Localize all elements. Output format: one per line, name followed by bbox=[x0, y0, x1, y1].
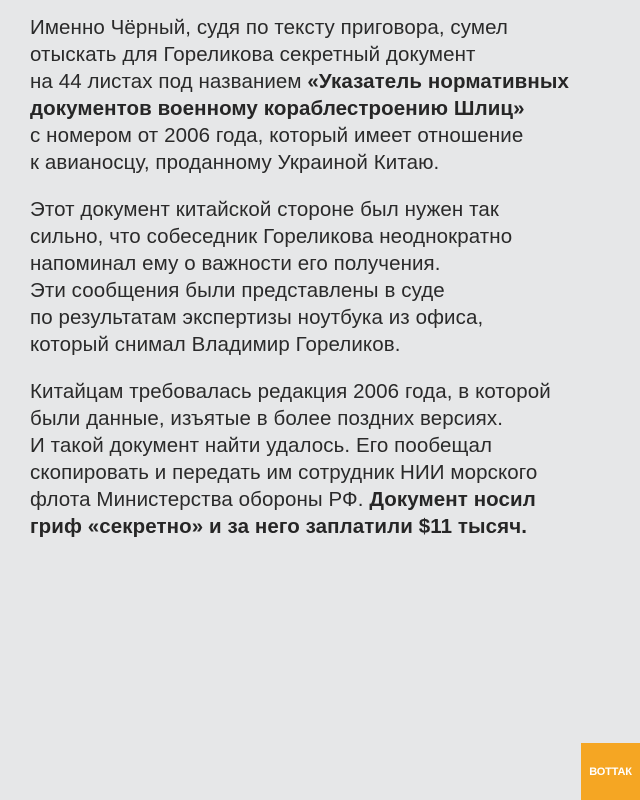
text-run: Именно Чёрный, судя по тексту приговора, сумел bbox=[30, 16, 508, 39]
text-line bbox=[30, 405, 620, 432]
text-line bbox=[30, 41, 620, 68]
text-run: флота Министерства обороны РФ. bbox=[30, 488, 370, 511]
text-run: скопировать и передать им сотрудник НИИ морского bbox=[30, 461, 538, 484]
text-line bbox=[30, 513, 620, 540]
text-run: были данные, изъятые в более поздних версиях. bbox=[30, 407, 503, 430]
text-run: Этот документ китайской стороне был нужен так bbox=[30, 198, 499, 221]
text-line bbox=[30, 223, 620, 250]
logo-text: ВОТТАК bbox=[589, 765, 632, 778]
text-run: сильно, что собеседник Гореликова неоднократно bbox=[30, 225, 513, 248]
text-line bbox=[30, 149, 620, 176]
text-run: отыскать для Гореликова секретный документ bbox=[30, 43, 476, 66]
bold-text-run: гриф «секретно» и за него заплатили $11 тысяч. bbox=[30, 515, 527, 538]
text-line bbox=[30, 459, 620, 486]
text-line bbox=[30, 486, 620, 513]
text-run: который снимал Владимир Гореликов. bbox=[30, 333, 401, 356]
text-run: напоминал ему о важности его получения. bbox=[30, 252, 441, 275]
text-run: на 44 листах под названием bbox=[30, 70, 308, 93]
text-line bbox=[30, 432, 620, 459]
text-line bbox=[30, 95, 620, 122]
paragraph-2 bbox=[30, 196, 620, 358]
paragraph-1 bbox=[30, 14, 620, 176]
text-run: по результатам экспертизы ноутбука из офиса, bbox=[30, 306, 484, 329]
bold-text-run: документов военному кораблестроению Шлиц» bbox=[30, 97, 525, 120]
text-line bbox=[30, 196, 620, 223]
paragraph-3 bbox=[30, 378, 620, 540]
brand-logo bbox=[581, 743, 640, 800]
text-run: И такой документ найти удалось. Его пообещал bbox=[30, 434, 493, 457]
text-line bbox=[30, 378, 620, 405]
text-run: с номером от 2006 года, который имеет отношение bbox=[30, 124, 524, 147]
text-run: к авианосцу, проданному Украиной Китаю. bbox=[30, 151, 440, 174]
article-text bbox=[30, 14, 620, 560]
text-line bbox=[30, 304, 620, 331]
text-line bbox=[30, 331, 620, 358]
bold-text-run: Документ носил bbox=[369, 488, 536, 511]
text-line bbox=[30, 14, 620, 41]
text-run: Эти сообщения были представлены в суде bbox=[30, 279, 445, 302]
text-line bbox=[30, 250, 620, 277]
bold-text-run: «Указатель нормативных bbox=[307, 70, 569, 93]
text-run: Китайцам требовалась редакция 2006 года, в которой bbox=[30, 380, 551, 403]
text-line bbox=[30, 68, 620, 95]
text-line bbox=[30, 277, 620, 304]
text-line bbox=[30, 122, 620, 149]
